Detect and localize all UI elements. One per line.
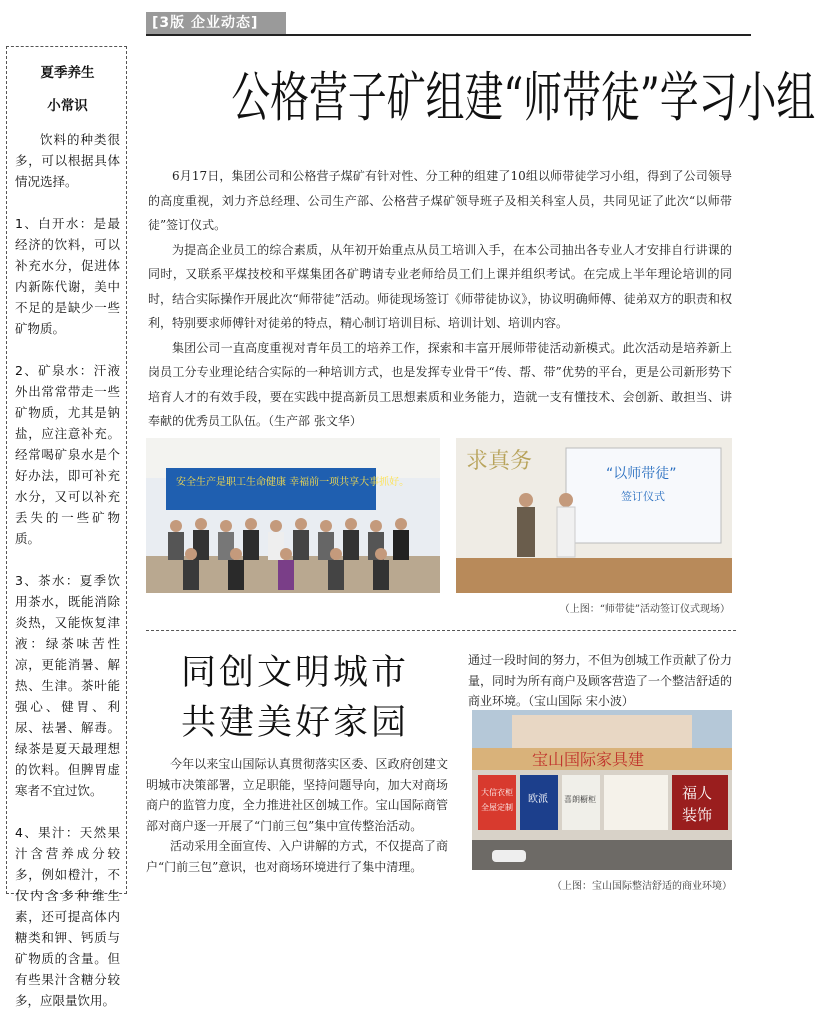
person-left (517, 507, 535, 557)
shop-sign: 大信衣柜 (481, 788, 513, 797)
screen-subtitle: 签订仪式 (621, 490, 665, 503)
storefront-sign: 宝山国际家具建 (532, 750, 645, 769)
article2-continuation (468, 650, 732, 712)
article1-paragraph: 6月17日，集团公司和公格营子煤矿有针对性、分工种的组建了10组以师带徒学习小组，得到了公司领导的高度重视，刘力齐总经理、公司生产部、公格营子煤矿领导班子及相关科室人员，共同见证了此次“以师带徒”签订仪式。 (148, 169, 732, 232)
section-masthead: [3版 企业动态] (146, 12, 286, 34)
wall-calligraphy: 求真务 (466, 449, 533, 474)
signing-ceremony-illustration (456, 438, 732, 593)
article1-paragraph: 集团公司一直高度重视对青年员工的培养工作，探索和丰富开展师带徒活动新模式。此次活动是培养新上岗员工分专业理论结合实际的一种培训方式，也是发挥专业骨干“传、帮、带”优势的平台，更是公司新形势下培育人才的有效手段，要在实践中提高新员工思想素质和业务能力，造就一支有懂技术、会创新、敢担当、讲奉献的优秀员工队伍。（生产部 张文华） (148, 340, 732, 428)
article2-continuation-text: 通过一段时间的努力，不但为创城工作贡献了份力量，同时为所有商户及顾客营造了一个整洁舒适的商业环境。（宝山国际 宋小波） (468, 653, 733, 708)
shop-sign: 全屋定制 (481, 803, 513, 812)
article2-headline-line1: 同创文明城市 (180, 653, 409, 693)
safety-banner-text: 安全生产是职工生命健康 幸福前一项共享大事抓好。 (176, 477, 410, 488)
article1-headline: 公格营子矿组建“师带徒”学习小组 (231, 66, 815, 129)
signing-ceremony-photo (456, 438, 732, 593)
masthead-rule (146, 34, 751, 36)
article2-headline (150, 648, 440, 748)
person-right (557, 507, 575, 557)
photo-caption-storefront: （上图：宝山国际整洁舒适的商业环境） (552, 881, 732, 892)
article1-body (148, 164, 732, 434)
safety-banner (166, 468, 376, 510)
article1-paragraph: 为提高企业员工的综合素质，从年初开始重点从员工培训入手，在本公司抽出各专业人才安排自行讲课的同时，又联系平煤技校和平煤集团各矿聘请专业老师给员工们上课并组织考试。在完成上半年理论培训的同时，结合实际操作开展此次“师带徒”活动。师徒现场签订《师带徒协议》，协议明确师傅、徒弟双方的职责和权利，特别要求师傅针对徒弟的特点，精心制订培训目标、培训计划、培训内容。 (148, 242, 732, 330)
group-photo (146, 438, 440, 593)
shop-sign: 福人 (682, 784, 713, 802)
article2-paragraph: 活动采用全面宣传、入户讲解的方式，不仅提高了商户“门前三包”意识，也对商场环境进行了集中清理。 (146, 839, 448, 874)
screen-title: “以师带徒” (606, 466, 677, 482)
section-divider (146, 630, 736, 631)
sidebar-title: 夏季养生 (40, 65, 95, 81)
sidebar-subtitle: 小常识 (47, 98, 88, 114)
storefront-illustration (472, 710, 732, 870)
article2-headline-line2: 共建美好家园 (180, 703, 409, 743)
sidebar-tip-water: 1、白开水：是最经济的饮料，可以补充水分，促进体内新陈代谢，美中不足的是缺少一些矿物质。 (15, 216, 120, 336)
sidebar-tip-juice: 4、果汁：天然果汁含营养成分较多，例如橙汁，不仅内含多种维生素，还可提高体内糖类和钾、钙质与矿物质的含量。但有些果汁含糖分较多，应限量饮用。 (15, 825, 120, 1008)
sidebar-tip-mineral-water: 2、矿泉水：汗液外出常常带走一些矿物质，尤其是钠盐，应注意补充。经常喝矿泉水是个好办法，即可补充水分，又可以补充丢失的一些矿物质。 (15, 363, 120, 546)
sidebar-tip-tea: 3、茶水：夏季饮用茶水，既能消除炎热，又能恢复津液：绿茶味苦性凉，更能消暑、解热、生津。茶叶能强心、健胃、利尿、祛暑、解毒。绿茶是夏天最理想的饮料。但脾胃虚寒者不宜过饮。 (15, 573, 120, 798)
group-photo-illustration (146, 438, 440, 593)
shop-sign: 装饰 (682, 806, 713, 824)
shop-sign: 欧派 (528, 794, 548, 805)
article2-body (146, 754, 448, 877)
health-tips-sidebar (6, 46, 127, 1008)
sidebar-intro: 饮料的种类很多，可以根据具体情况选择。 (15, 132, 120, 189)
storefront-photo (472, 710, 732, 870)
photo-caption-ceremony: （上图：“师带徒”活动签订仪式现场） (559, 604, 730, 615)
article2-paragraph: 今年以来宝山国际认真贯彻落实区委、区政府创建文明城市决策部署，立足职能，坚持问题导向，加大对商场商户的监管力度，全力推进社区创城工作。宝山国际商管部对商户逐一开展了“门前三包”集中宣传整治活动。 (146, 757, 448, 833)
shop-sign: 喜朗橱柜 (564, 795, 596, 804)
